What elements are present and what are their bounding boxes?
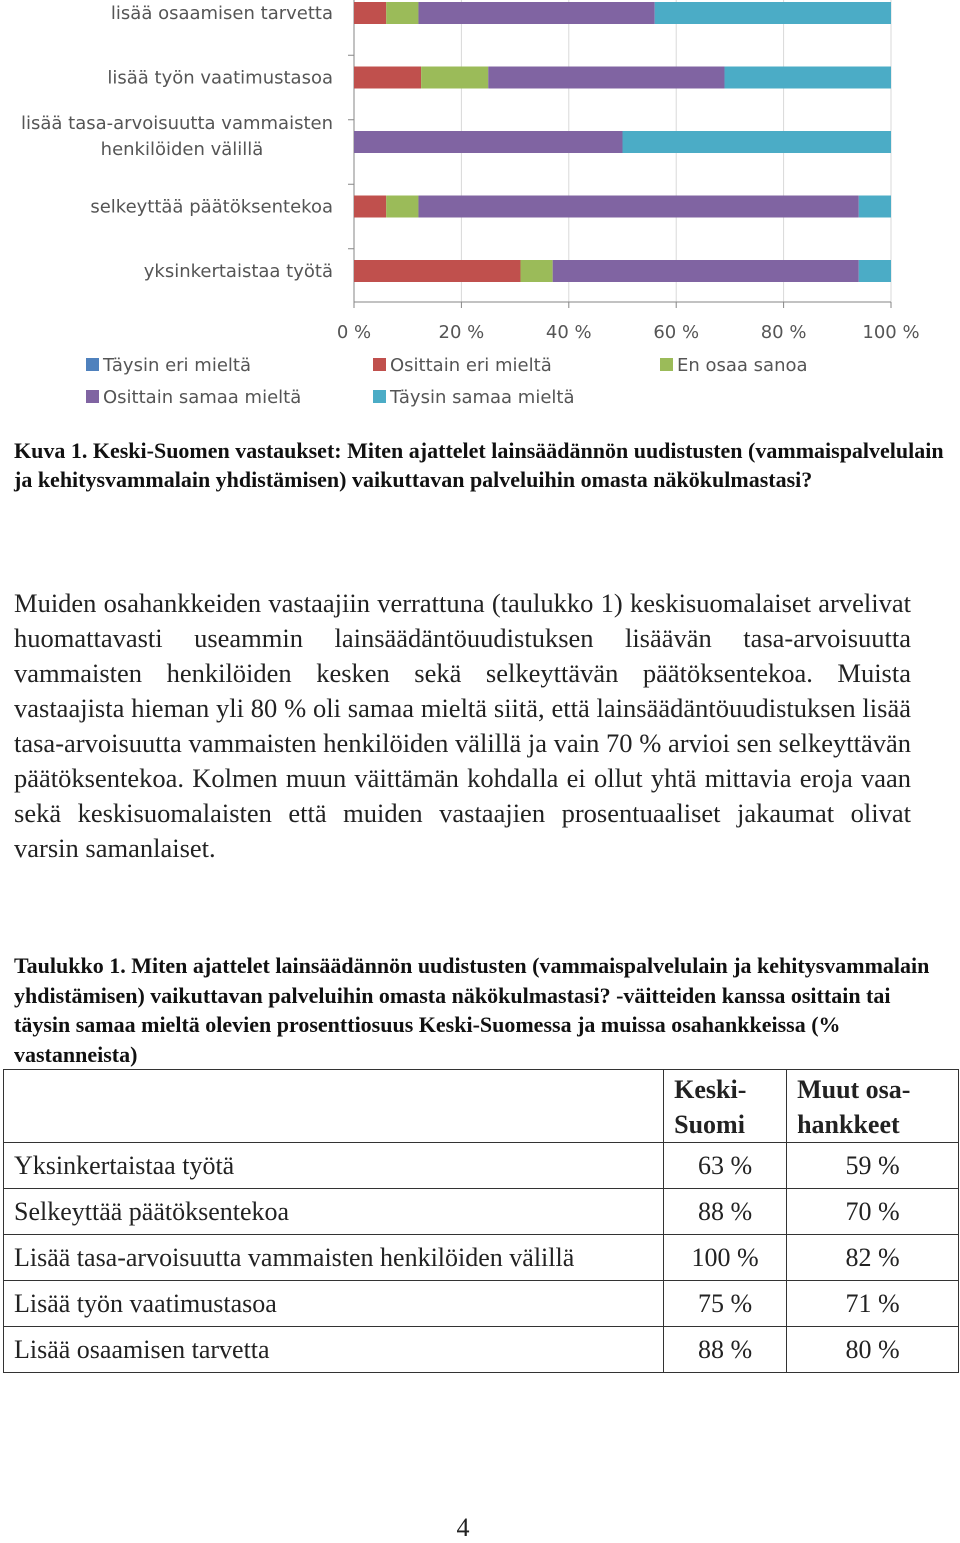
y-category-label: yksinkertaistaa työtä: [143, 261, 333, 282]
muut-value: 82 %: [787, 1235, 959, 1281]
x-tick-label: 20 %: [438, 322, 485, 343]
keski-suomi-value: 63 %: [664, 1143, 787, 1189]
table-row: [4, 1189, 959, 1235]
row-label: Selkeyttää päätöksentekoa: [4, 1189, 664, 1235]
bar-segment: [553, 260, 859, 282]
body-paragraph: Muiden osahankkeiden vastaajiin verrattuna (taulukko 1) keskisuomalaiset arvelivat huomattavasti useammin lainsäädäntöuudistuksen lisäävän tasa-arvoisuutta vammaisten henkilöiden kesken sekä selkeyttävän päätöksentekoa. Muista vastaajista hieman yli 80 % oli samaa mieltä siitä, että lainsäädäntöuudistuksen lisää tasa-arvoisuutta vammaisten henkilöiden välillä ja vain 70 % arvioi sen selkeyttävän päätöksentekoa. Kolmen muun väittämän kohdalla ei ollut yhtä mittavia eroja vaan sekä keskisuomalaisten että muiden vastaajien prosentuaaliset jakaumat olivat varsin samanlaiset.: [14, 588, 911, 863]
bar-segment: [859, 260, 891, 282]
x-tick-label: 80 %: [760, 322, 807, 343]
table-title: Taulukko 1. Miten ajattelet lainsäädännön uudistusten (vammaispalvelulain ja kehitysvammalain yhdistämisen) vaikuttavan palveluihin omasta näkökulmastasi? -väitteiden kanssa osittain tai täysin samaa mieltä olevien prosenttiosuus Keski-Suomessa ja muissa osahankkeissa (% vastanneista): [14, 953, 930, 1067]
muut-value: 59 %: [787, 1143, 959, 1189]
muut-value: 70 %: [787, 1189, 959, 1235]
row-label: Lisää tasa-arvoisuutta vammaisten henkilöiden välillä: [4, 1235, 664, 1281]
y-category-label: selkeyttää päätöksentekoa: [90, 196, 333, 218]
bar-segment: [386, 196, 418, 218]
bar-segment: [725, 67, 891, 89]
figure-caption: Kuva 1. Keski-Suomen vastaukset: Miten ajattelet lainsäädännön uudistusten (vammaispalvelulain ja kehitysvammalain yhdistämisen) vaikuttavan palveluihin omasta näkökulmastasi?: [14, 438, 944, 492]
bar-segment: [623, 131, 892, 153]
table-row: [4, 1327, 959, 1373]
legend-swatch: [373, 390, 386, 403]
results-table: [3, 1069, 959, 1373]
legend-label: Osittain eri mieltä: [390, 355, 552, 376]
bar-segment: [421, 67, 488, 89]
bar-segment: [859, 196, 891, 218]
legend-label: Osittain samaa mieltä: [103, 387, 302, 408]
row-label: Lisää osaamisen tarvetta: [4, 1327, 664, 1373]
legend-swatch: [660, 358, 673, 371]
x-tick-label: 60 %: [653, 322, 700, 343]
legend-swatch: [86, 358, 99, 371]
legend-label: En osaa sanoa: [677, 355, 808, 376]
bar-segment: [386, 2, 418, 24]
table-row: [4, 1281, 959, 1327]
y-category-label: henkilöiden välillä: [100, 139, 264, 160]
page-number: 4: [456, 1513, 470, 1542]
y-category-label: lisää osaamisen tarvetta: [110, 3, 333, 24]
row-label: Yksinkertaistaa työtä: [4, 1143, 664, 1189]
stacked-bar-chart: [0, 0, 960, 420]
bar-segment: [418, 196, 858, 218]
keski-suomi-value: 88 %: [664, 1327, 787, 1373]
keski-suomi-value: 100 %: [664, 1235, 787, 1281]
bar-segment: [354, 196, 386, 218]
row-label: Lisää työn vaatimustasoa: [4, 1281, 664, 1327]
legend-label: Täysin samaa mieltä: [390, 387, 575, 408]
muut-value: 80 %: [787, 1327, 959, 1373]
y-category-label: lisää työn vaatimustasoa: [107, 67, 333, 89]
bar-segment: [354, 2, 386, 24]
bar-segment: [488, 67, 724, 89]
x-tick-label: 40 %: [545, 322, 592, 343]
table-header-keski-suomi: Keski-Suomi: [664, 1070, 787, 1143]
table-row: [4, 1235, 959, 1281]
bar-segment: [418, 2, 654, 24]
keski-suomi-value: 88 %: [664, 1189, 787, 1235]
muut-value: 71 %: [787, 1281, 959, 1327]
table-row: [4, 1143, 959, 1189]
legend-swatch: [373, 358, 386, 371]
bar-segment: [655, 2, 891, 24]
table-header-muut: Muut osa-hankkeet: [787, 1070, 959, 1143]
legend-swatch: [86, 390, 99, 403]
bar-segment: [354, 131, 623, 153]
legend-label: Täysin eri mieltä: [103, 355, 251, 376]
table-header-row: [4, 1070, 959, 1143]
x-tick-label: 100 %: [862, 322, 920, 343]
bar-segment: [354, 260, 520, 282]
x-tick-label: 0 %: [336, 322, 372, 343]
bar-segment: [354, 67, 421, 89]
y-category-label: lisää tasa-arvoisuutta vammaisten: [20, 113, 333, 134]
table-header-empty: [4, 1070, 664, 1143]
keski-suomi-value: 75 %: [664, 1281, 787, 1327]
bar-segment: [520, 260, 552, 282]
